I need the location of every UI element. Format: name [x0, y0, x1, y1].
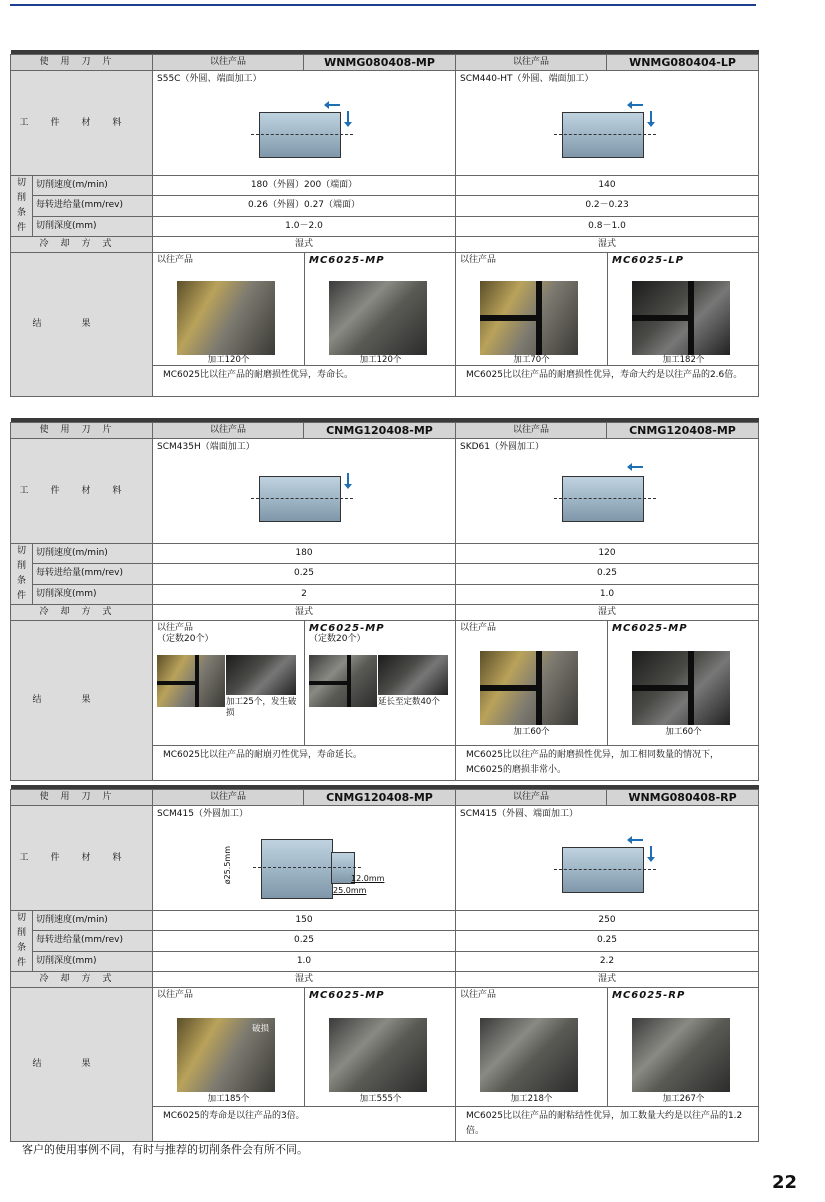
workpiece-material: SCM415（外圆、端面加工） [460, 809, 578, 819]
insert-wear-photo [329, 281, 427, 355]
workpiece-cell [456, 439, 759, 544]
centerline [554, 134, 656, 135]
depth-value: 2.2 [456, 951, 759, 971]
workpiece-cell [456, 71, 759, 176]
result-title: 以往产品 [460, 623, 497, 633]
speed-value: 150 [153, 911, 456, 931]
result-label: 结果 [11, 988, 153, 1142]
result-title: 以往产品 [157, 255, 194, 265]
diameter-dimension: ø25.5mm [223, 846, 232, 885]
workpiece-cell [153, 71, 456, 176]
page-number: 22 [771, 1172, 797, 1193]
insert-wear-photo [632, 281, 730, 355]
workpiece-diagram [562, 847, 644, 893]
cutting-conditions-label: 切削条件 [11, 544, 33, 605]
workpiece-material: SCM415（外圆加工） [157, 809, 248, 819]
depth-label: 切削深度(mm) [33, 951, 153, 971]
workpiece-diagram [259, 476, 341, 522]
feed-value: 0.25 [456, 564, 759, 584]
workpiece-diagram [562, 476, 644, 522]
conventional-label: 以往产品 [456, 790, 607, 806]
step-length-dimension: 12.0mm [351, 874, 385, 883]
feed-value: 0.25 [153, 931, 456, 951]
result-subtitle: （定数20个） [309, 634, 366, 644]
speed-label: 切削速度(m/min) [33, 544, 153, 564]
result-cell [153, 621, 456, 746]
insert-code: WNMG080408-MP [304, 55, 456, 71]
insert-label: 使用刀片 [11, 423, 153, 439]
feed-left-arrow-icon [631, 839, 643, 841]
workpiece-cell [456, 806, 759, 911]
insert-wear-photo [177, 281, 275, 355]
conventional-label: 以往产品 [456, 55, 607, 71]
insert-wear-photo [480, 651, 578, 725]
result-label: 结果 [11, 253, 153, 397]
speed-label: 切削速度(m/min) [33, 911, 153, 931]
insert-wear-photo [226, 655, 296, 695]
feed-left-arrow-icon [631, 466, 643, 468]
feed-left-arrow-icon [631, 104, 643, 106]
coolant-value: 湿式 [153, 605, 456, 621]
workpiece-label: 工件材料 [11, 71, 153, 176]
workpiece-cell [153, 439, 456, 544]
depth-value: 1.0 [456, 584, 759, 604]
result-title: 以往产品 [157, 623, 194, 633]
result-title: 以往产品 [460, 990, 497, 1000]
coolant-value: 湿式 [456, 605, 759, 621]
centerline [554, 498, 656, 499]
depth-value: 0.8－1.0 [456, 216, 759, 236]
speed-value: 180（外圆）200（端面） [153, 176, 456, 196]
workpiece-diagram [261, 839, 333, 899]
depth-value: 1.0 [153, 951, 456, 971]
centerline [251, 134, 353, 135]
workpiece-diagram [259, 112, 341, 158]
result-label: 结果 [11, 621, 153, 781]
insert-wear-photo [329, 1018, 427, 1092]
cutting-conditions-label: 切削条件 [11, 911, 33, 972]
result-note: MC6025比以往产品的耐磨损性优异，寿命大约是以往产品的2.6倍。 [456, 366, 759, 397]
case-table-2 [10, 418, 759, 781]
result-note: MC6025比以往产品的耐粘结性优异，加工数量大约是以往产品的1.2倍。 [456, 1107, 759, 1142]
case-table-3 [10, 785, 759, 1142]
result-cell [456, 253, 759, 366]
result-title: MC6025-MP [309, 255, 385, 266]
feed-label: 每转进给量(mm/rev) [33, 564, 153, 584]
result-cell [153, 988, 456, 1107]
insert-label: 使用刀片 [11, 55, 153, 71]
result-caption: 加工185个 [207, 1094, 250, 1104]
centerline [251, 498, 353, 499]
coolant-label: 冷却方式 [11, 237, 153, 253]
result-cell [456, 621, 759, 746]
result-caption: 加工25个，发生破损 [226, 697, 297, 718]
coolant-label: 冷却方式 [11, 605, 153, 621]
coolant-value: 湿式 [153, 972, 456, 988]
damage-tag: 破损 [251, 1024, 269, 1034]
insert-wear-photo [632, 651, 730, 725]
top-rule [10, 4, 756, 6]
coolant-value: 湿式 [456, 972, 759, 988]
result-note: MC6025的寿命是以往产品的3倍。 [153, 1107, 456, 1142]
footnote: 客户的使用事例不同，有时与推荐的切削条件会有所不同。 [22, 1143, 308, 1156]
feed-down-arrow-icon [347, 473, 349, 485]
workpiece-label: 工件材料 [11, 439, 153, 544]
conventional-label: 以往产品 [153, 55, 304, 71]
feed-label: 每转进给量(mm/rev) [33, 196, 153, 216]
insert-wear-photo [378, 655, 448, 695]
insert-wear-photo [177, 1018, 275, 1092]
result-caption: 加工182个 [662, 355, 705, 365]
workpiece-label: 工件材料 [11, 806, 153, 911]
result-caption: 加工60个 [665, 727, 702, 737]
result-title: MC6025-MP [309, 990, 385, 1001]
centerline [554, 869, 656, 870]
conventional-label: 以往产品 [456, 423, 607, 439]
insert-code: CNMG120408-MP [304, 790, 456, 806]
centerline [253, 867, 361, 868]
speed-value: 120 [456, 544, 759, 564]
cutting-conditions-label: 切削条件 [11, 176, 33, 237]
coolant-label: 冷却方式 [11, 972, 153, 988]
result-cell [153, 253, 456, 366]
workpiece-material: S55C（外圆、端面加工） [157, 74, 262, 84]
speed-value: 250 [456, 911, 759, 931]
coolant-value: 湿式 [456, 237, 759, 253]
feed-down-arrow-icon [347, 111, 349, 123]
insert-wear-photo [632, 1018, 730, 1092]
feed-down-arrow-icon [650, 111, 652, 123]
result-caption: 加工120个 [207, 355, 250, 365]
insert-code: WNMG080408-RP [607, 790, 759, 806]
result-caption: 加工267个 [662, 1094, 705, 1104]
result-note: MC6025比以往产品的耐崩刃性优异，寿命延长。 [153, 746, 456, 781]
feed-value: 0.2－0.23 [456, 196, 759, 216]
workpiece-material: SCM440-HT（外圆、端面加工） [460, 74, 594, 84]
feed-value: 0.26（外圆）0.27（端面） [153, 196, 456, 216]
speed-value: 140 [456, 176, 759, 196]
insert-code: CNMG120408-MP [607, 423, 759, 439]
insert-wear-photo [157, 655, 225, 707]
result-title: MC6025-MP [309, 623, 385, 634]
conventional-label: 以往产品 [153, 423, 304, 439]
conventional-label: 以往产品 [153, 790, 304, 806]
result-note: MC6025比以往产品的耐磨损性优异，寿命长。 [153, 366, 456, 397]
result-caption: 加工218个 [510, 1094, 553, 1104]
result-cell [456, 988, 759, 1107]
insert-wear-photo [480, 1018, 578, 1092]
workpiece-material: SCM435H（端面加工） [157, 442, 255, 452]
insert-code: WNMG080404-LP [607, 55, 759, 71]
result-title: 以往产品 [157, 990, 194, 1000]
result-caption: 加工120个 [359, 355, 402, 365]
result-caption: 加工70个 [513, 355, 550, 365]
feed-label: 每转进给量(mm/rev) [33, 931, 153, 951]
feed-down-arrow-icon [650, 846, 652, 858]
case-table-1 [10, 50, 759, 397]
depth-label: 切削深度(mm) [33, 216, 153, 236]
workpiece-cell [153, 806, 456, 911]
result-title: MC6025-MP [612, 623, 688, 634]
depth-label: 切削深度(mm) [33, 584, 153, 604]
coolant-value: 湿式 [153, 237, 456, 253]
feed-left-arrow-icon [328, 104, 340, 106]
insert-wear-photo [309, 655, 377, 707]
result-caption: 加工60个 [513, 727, 550, 737]
workpiece-material: SKD61（外圆加工） [460, 442, 544, 452]
depth-value: 1.0－2.0 [153, 216, 456, 236]
result-note: MC6025比以往产品的耐磨损性优异，加工相同数量的情况下，MC6025的磨损非常小。 [456, 746, 759, 781]
insert-label: 使用刀片 [11, 790, 153, 806]
speed-value: 180 [153, 544, 456, 564]
feed-value: 0.25 [456, 931, 759, 951]
feed-value: 0.25 [153, 564, 456, 584]
result-subtitle: （定数20个） [157, 634, 214, 644]
result-title: MC6025-LP [612, 255, 684, 266]
total-length-dimension: 25.0mm [333, 886, 367, 895]
result-title: 以往产品 [460, 255, 497, 265]
insert-wear-photo [480, 281, 578, 355]
workpiece-diagram [562, 112, 644, 158]
speed-label: 切削速度(m/min) [33, 176, 153, 196]
result-title: MC6025-RP [612, 990, 686, 1001]
result-caption: 加工555个 [359, 1094, 402, 1104]
depth-value: 2 [153, 584, 456, 604]
insert-code: CNMG120408-MP [304, 423, 456, 439]
result-caption: 延长至定数40个 [378, 697, 440, 707]
